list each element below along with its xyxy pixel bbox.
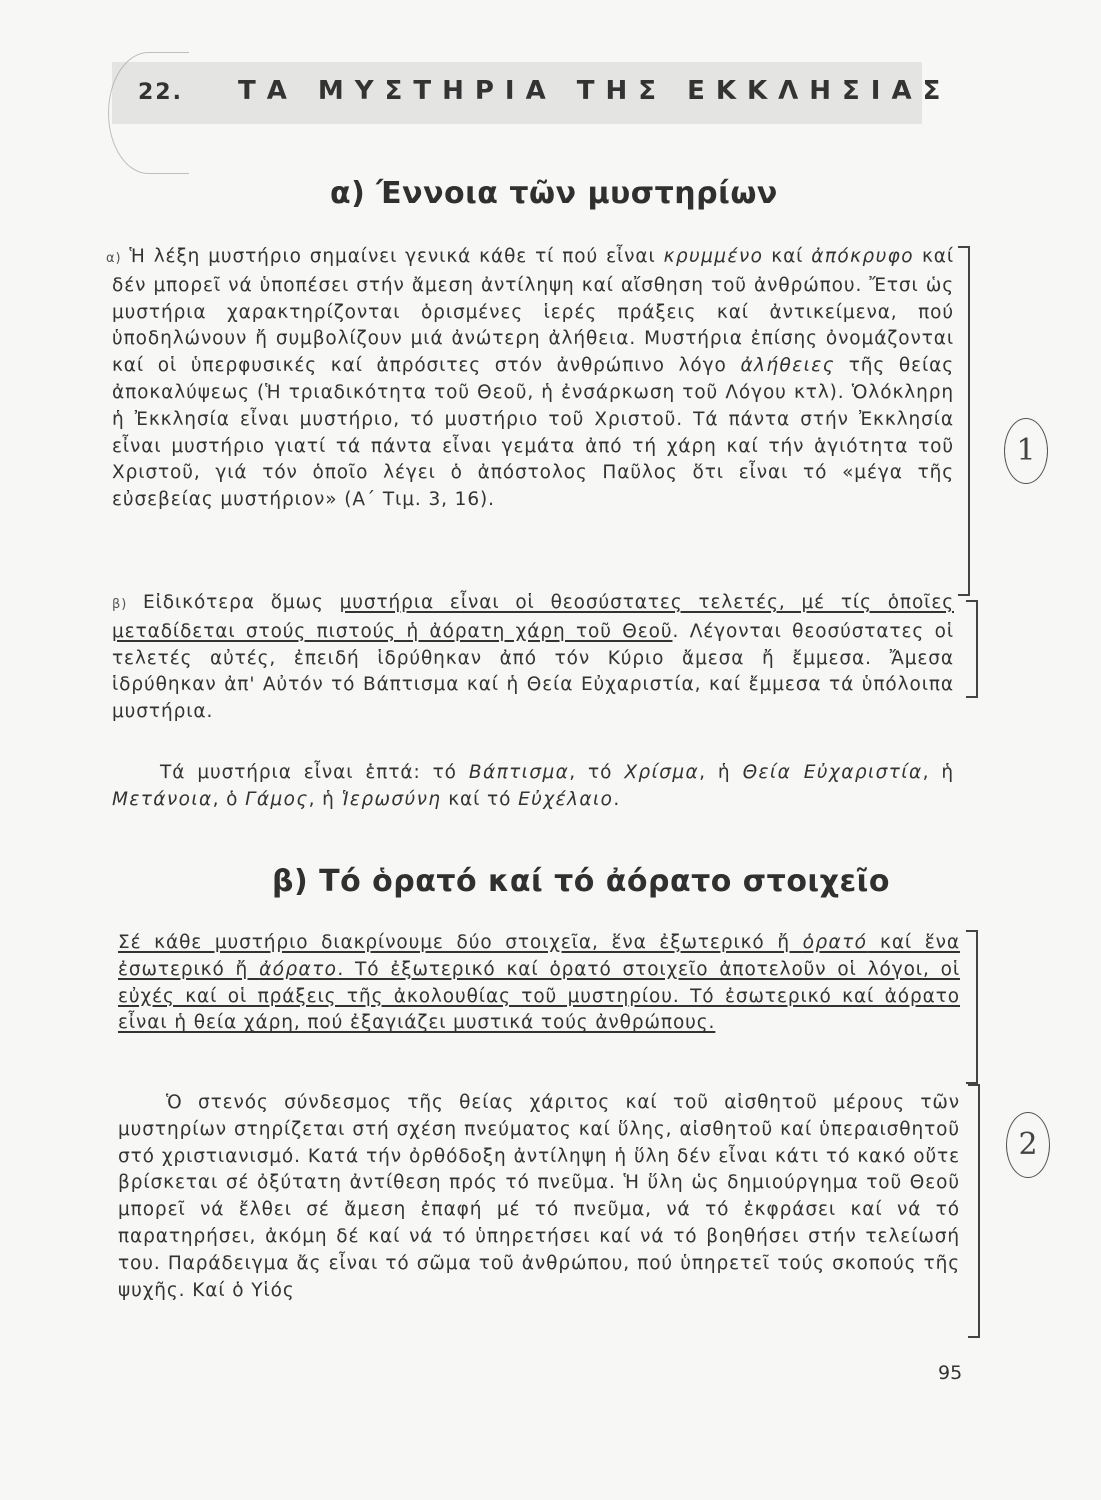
handwritten-circle-mark bbox=[108, 52, 189, 174]
text-run: Ἡ λέξη μυστήριο σημαίνει γενικά κάθε τί πού εἶναι bbox=[129, 246, 664, 267]
italic-term: Βάπτισμα bbox=[468, 762, 570, 783]
text-run: . bbox=[613, 788, 621, 810]
text-run: τῆς θείας ἀποκαλύψεως (Ἡ τριαδικότητα τοῦ Θεοῦ, ἡ ἐνσάρκωση τοῦ Λόγου κτλ). Ὁλόκληρη ἡ Ἐκκλησία εἶναι μυστήριο, τό μυστήριο τοῦ Χριστοῦ. Τά πάντα στήν Ἐκκλησία εἶναι μυστήριο γιατί τά πάντα εἶναι γεμάτα ἀπό τή χάρη καί τήν ἁγιότητα τοῦ Χριστοῦ, γιά τόν ὁποῖο λέγει ὁ ἀπόστολος Παῦλος ὅτι εἶναι τό «μέγα τῆς εὐσεβείας μυστήριον» (Α΄ Τιμ. 3, 16). bbox=[112, 355, 954, 511]
section-b-paragraph-2: Ὁ στενός σύνδεσμος τῆς θείας χάριτος καί τοῦ αἰσθητοῦ μέρους τῶν μυστηρίων στηρίζεται στή σχέση πνεύματος καί ὕλης, αἰσθητοῦ καί ὑπεραισθητοῦ στό χριστιανισμό. Κατά τήν ὀρθόδοξη ἀντίληψη ἡ ὕλη δέν εἶναι κάτι τό κακό οὔτε βρίσκεται σέ ὀξύτατη ἀντίθεση πρός τό πνεῦμα. Ἡ ὕλη ὡς δημιούργημα τοῦ Θεοῦ μπορεῖ νά ἔλθει σέ ἄμεση ἐπαφή μέ τό πνεῦμα, νά τό ἐκφράσει καί νά τό παρατηρήσει, ἀκόμη δέ καί νά τό ὑπηρετήσει καί νά τό βοηθήσει στήν τελείωσή του. Παράδειγμα ἄς εἶναι τό σῶμα τοῦ ἀνθρώπου, πού ὑπηρετεῖ τούς σκοπούς τῆς ψυχῆς. Καί ὁ Υἱός bbox=[118, 1092, 960, 1301]
underlined-definition: μυστήρια εἶναι οἱ θεοσύστατες τελετές, μέ τίς ὁποῖες μεταδίδεται στούς πιστούς ἡ ἀόρατη χάρη τοῦ Θεοῦ bbox=[112, 592, 954, 642]
margin-bracket bbox=[958, 246, 970, 596]
paragraph-marker: α) bbox=[106, 251, 122, 266]
chapter-number: 22. bbox=[138, 80, 183, 105]
margin-bracket bbox=[966, 600, 978, 698]
text-run: , ὁ bbox=[212, 788, 246, 810]
chapter-title: ΤΑ ΜΥΣΤΗΡΙΑ ΤΗΣ ΕΚΚΛΗΣΙΑΣ bbox=[238, 76, 952, 106]
section-b-paragraph-1 bbox=[118, 930, 960, 1037]
section-a-paragraph-3 bbox=[112, 760, 954, 814]
underlined-text: Σέ κάθε μυστήριο διακρίνουμε δύο στοιχεῖα, ἕνα ἐξωτερικό ἤ bbox=[118, 932, 803, 953]
text-run: , ἡ bbox=[922, 762, 954, 783]
section-b-title: β) Τό ὁρατό καί τό ἀόρατο στοιχεῖο bbox=[272, 864, 890, 899]
italic-term: ἀόρατο bbox=[259, 958, 338, 980]
italic-term: ἀπόκρυφο bbox=[811, 246, 915, 267]
page-number: 95 bbox=[938, 1362, 963, 1384]
italic-term: Ἱερωσύνη bbox=[341, 788, 442, 810]
italic-term: Μετάνοια bbox=[112, 788, 213, 810]
section-a-title: α) Έννοια τῶν μυστηρίων bbox=[330, 176, 778, 211]
italic-term: ἀλήθειες bbox=[740, 355, 835, 377]
italic-term: Χρίσμα bbox=[624, 762, 700, 783]
text-run: , ἡ bbox=[699, 762, 743, 783]
italic-term: Εὐχέλαιο bbox=[518, 788, 614, 810]
margin-note-1: 1 bbox=[1004, 418, 1048, 484]
italic-term: Γάμος bbox=[245, 788, 309, 810]
text-run: καί δέν μπορεῖ νά ὑποπέσει στήν ἄμεση ἀντίληψη καί αἴσθηση τοῦ ἀνθρώπου. Ἔτσι ὡς μυστήρια χαρακτηρίζονται ὁρισμένες ἱερές πράξεις καί ἀντικείμενα, πού ὑποδηλώνουν ἤ συμβολίζουν μιά ἀνώτερη ἀλήθεια. Μυστήρια ἐπίσης ὀνομάζονται καί οἱ ὑπερφυσικές καί ἀπρόσιτες στόν ἀνθρώπινο λόγο bbox=[112, 246, 955, 377]
text-run: , ἡ bbox=[308, 788, 342, 810]
section-a-paragraph-2 bbox=[112, 590, 954, 726]
text-run: Τά μυστήρια εἶναι ἑπτά: τό bbox=[160, 762, 469, 783]
margin-bracket bbox=[968, 1084, 980, 1338]
text-run: καί τό bbox=[441, 788, 519, 810]
italic-term: ὁρατό bbox=[802, 932, 868, 953]
italic-term: Θεία Εὐχαριστία bbox=[742, 762, 923, 783]
text-run: καί bbox=[763, 246, 812, 267]
underlined-text: καί ἕνα ἐσωτερικό ἤ bbox=[118, 932, 960, 980]
section-a-paragraph-1 bbox=[106, 244, 955, 514]
margin-bracket bbox=[966, 930, 978, 1084]
italic-term: κρυμμένο bbox=[663, 246, 764, 267]
underlined-text: . Τό ἐξωτερικό καί ὁρατό στοιχεῖο ἀποτελοῦν οἱ λόγοι, οἱ εὐχές καί οἱ πράξεις τῆς ἀκολουθίας τοῦ μυστηρίου. Τό ἐσωτερικό καί ἀόρατο εἶναι ἡ θεία χάρη, πού ἐξαγιάζει μυστικά τούς ἀνθρώπους. bbox=[118, 958, 960, 1034]
paragraph-marker: β) bbox=[112, 597, 128, 612]
text-run: , τό bbox=[569, 762, 625, 783]
text-run: . Λέγονται θεοσύστατες οἱ τελετές αὐτές, ἐπειδή ἱδρύθηκαν ἀπό τόν Κύριο ἄμεσα ἤ ἔμμεσα. Ἄμεσα ἱδρύθηκαν ἀπ' Αὐτόν τό Βάπτισμα καί ἡ Θεία Εὐχαριστία, καί ἔμμεσα τά ὑπόλοιπα μυστήρια. bbox=[112, 620, 954, 723]
text-run: Εἰδικότερα ὅμως bbox=[143, 592, 340, 613]
margin-note-2: 2 bbox=[1006, 1112, 1050, 1178]
